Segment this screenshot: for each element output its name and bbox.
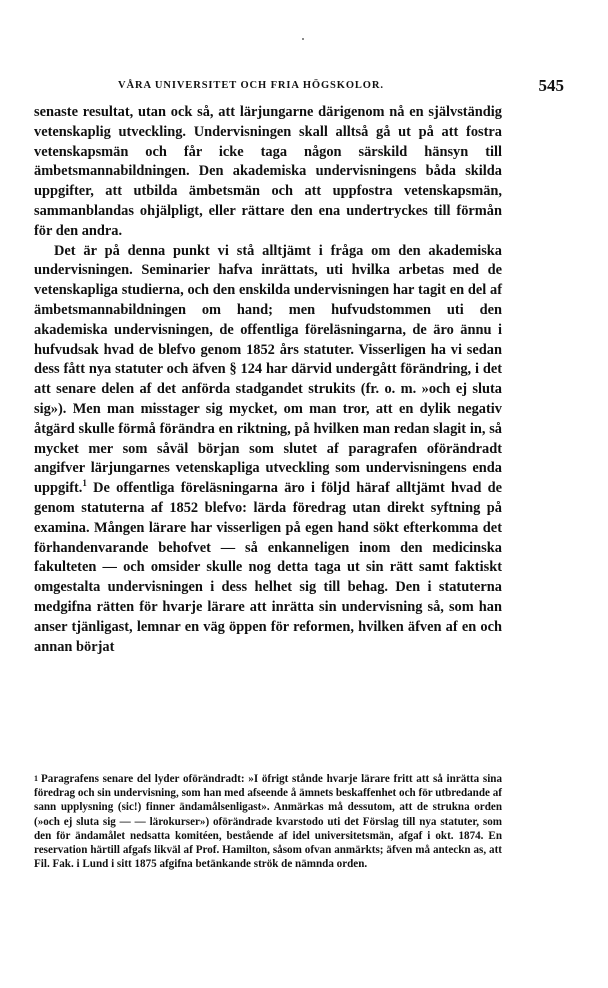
paragraph-2-part-2: De offentliga föreläsningarna äro i följd häraf alltjämt hvad de genom statuterna af 1852 blefvo: lärda föredrag utan direkt syftning på examina. Mången lärare har visserligen på egen hand sökt efterkomma det förhandenvarande behofvet — så enkanneligen inom den medicinska fakulteten — och omsider skulle nog detta taga ut sin rätt samt faktiskt omgestalta undervisningen i dess helhet sig till behag. Den i statuterna medgifna rätten för hvarje lärare att inrätta sin undervisning så, som han anser tjänligast, lemnar en väg öppen för reformen, hvilken äfven af en och annan börjat [34, 480, 502, 655]
paragraph-2-part-1: Det är på denna punkt vi stå alltjämt i fråga om den akademiska undervisningen. Seminarier hafva inrättats, uti hvilka arbetas med de vetenskapliga studierna, och den enskilda undervisningen har tagit en del af ämbetsmannabildningen om hand; men hufvudstommen uti den akademiska undervisningen, de offentliga föreläsningarna, de äro ännu i hufvudsak hvad de blefvo genom 1852 års statuter. Visserligen ha vi sedan dess fått nya statuter och äfven § 124 har därvid undergått förändring, i det att senare delen af det anförda stadgandet strukits (fr. o. m. »och ej sluta sig»). Men man misstager sig mycket, om man tror, att en dylik negativ åtgärd skulle förmå förändra en riktning, på hvilken man redan slagit in, så mycket mer som såväl början som slutet af paragrafen oförändradt angifver lärjungarnes vetenskapliga utveckling som undervisningens enda uppgift. [34, 242, 502, 497]
footnote-marker: 1 [82, 478, 87, 489]
paragraph-2 [34, 242, 502, 658]
footnote-number: 1 [34, 774, 38, 783]
footnote [34, 772, 502, 871]
paragraph-1: senaste resultat, utan ock så, att lärjungarne därigenom nå en självständig vetenskaplig utveckling. Undervisningen skall alltså gå ut på att fostra vetenskapsmän och får icke taga någon särskild hänsyn till ämbetsmannabildningen. Den akademiska undervisningens båda skilda uppgifter, att utbilda ämbetsmän och att uppfostra vetenskapsmän, sammanblandas ohjälpligt, eller rättare den ena undertryckes till förmån för den andra. [34, 104, 502, 239]
page-number: 545 [538, 76, 564, 95]
footnote-text: Paragrafens senare del lyder oförändradt: »I öfrigt stånde hvarje lärare fritt att så inrätta sina föredrag och sin undervisning, som han med afseende å ämnets beskaffenhet och för utbredande af sann upplysning (sic!) finner ändamålsenligast». Anmärkas må dessutom, att de strukna orden (»och ej sluta sig — — lärokurser») oförändrade kvarstodo uti det Förslag till nya statuter, som den för ändamålet nedsatta komitéen, bestående af idel universitetsmän, afgaf i okt. 1874. En reservation härtill afgafs likväl af Prof. Hamilton, såsom ofvan anmärkts; äfven må anteckn as, att Fil. Fak. i Lund i sitt 1875 afgifna betänkande strök de nämnda orden. [34, 773, 502, 871]
page-speck [302, 38, 304, 40]
running-title: VÅRA UNIVERSITET OCH FRIA HÖGSKOLOR. [118, 80, 384, 91]
page-header [48, 78, 568, 100]
body-text [34, 103, 502, 657]
